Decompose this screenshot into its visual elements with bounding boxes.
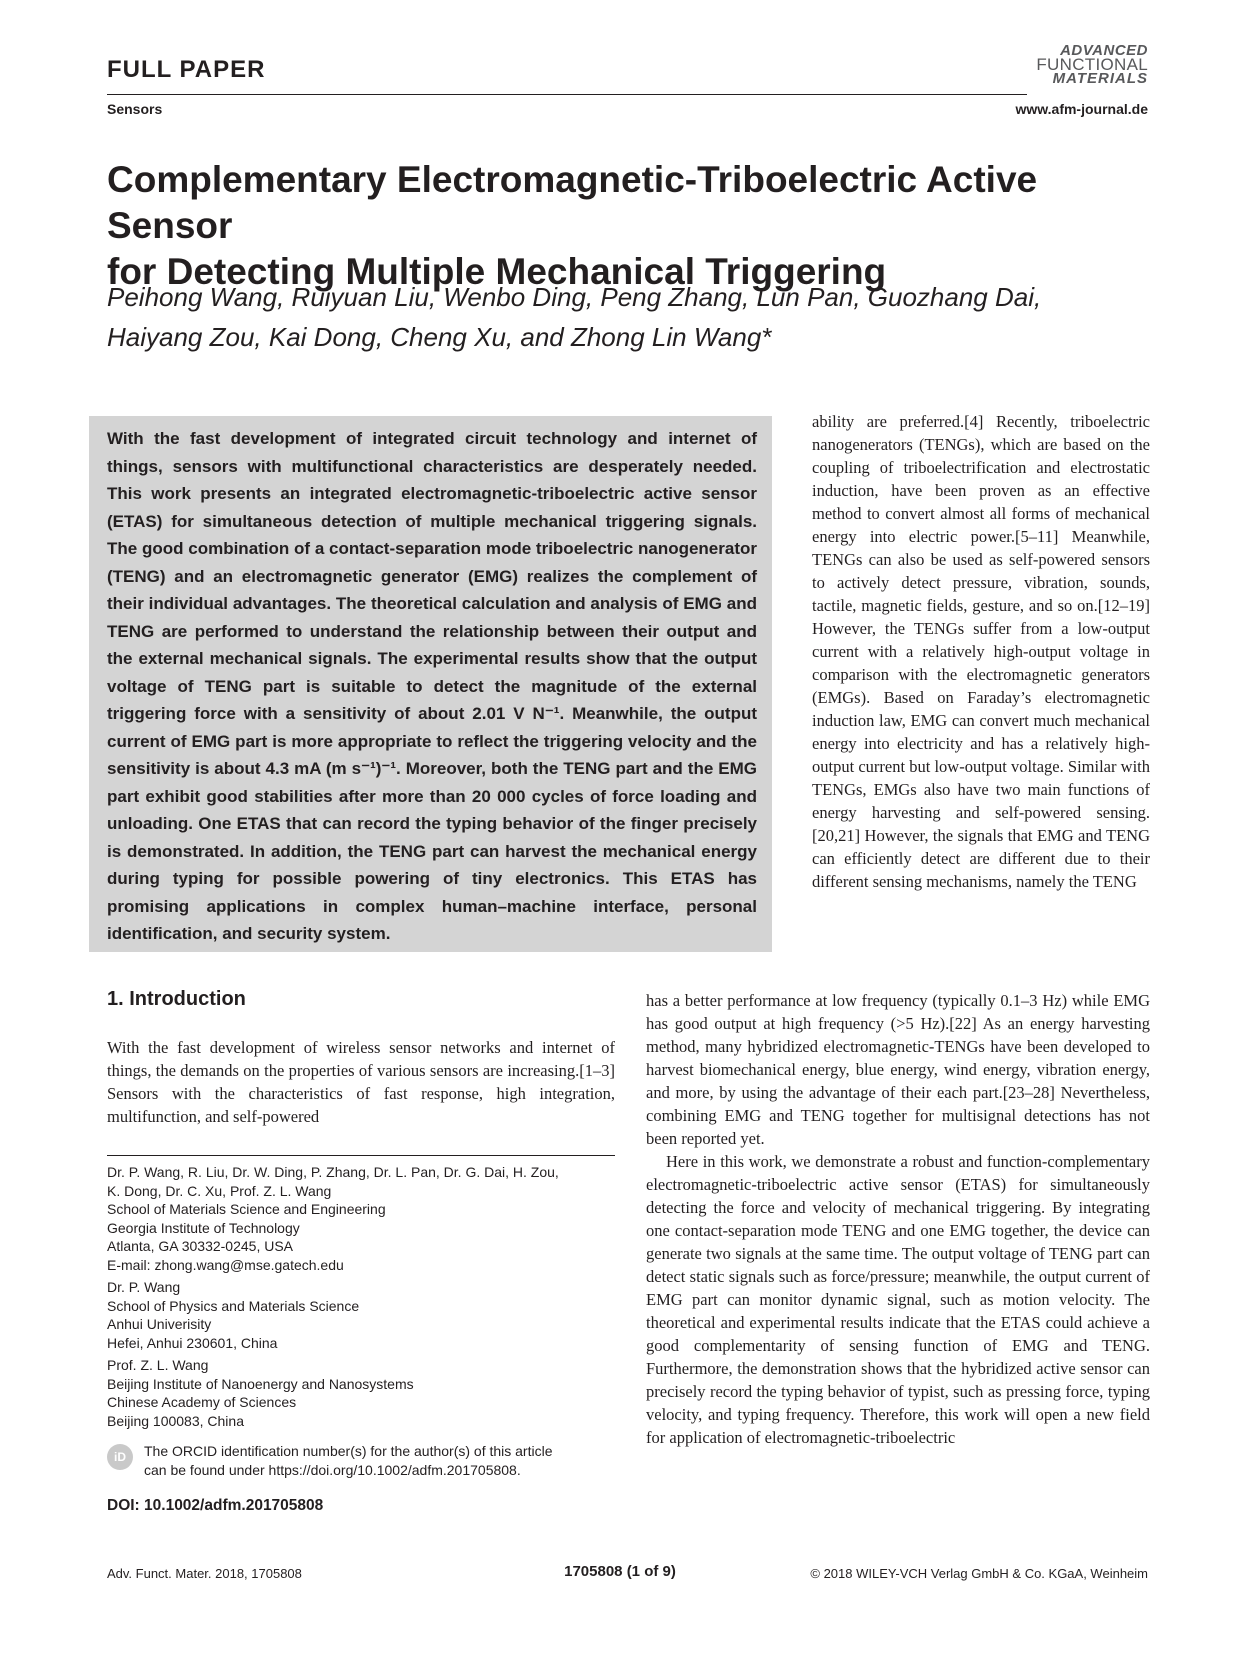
footer-copyright: © 2018 WILEY-VCH Verlag GmbH & Co. KGaA, Weinheim	[810, 1566, 1148, 1581]
title-line: for Detecting Multiple Mechanical Triggering	[107, 251, 887, 292]
affiliation-line: K. Dong, Dr. C. Xu, Prof. Z. L. Wang	[107, 1182, 332, 1199]
affiliation-line: Hefei, Anhui 230601, China	[107, 1334, 278, 1351]
email-link[interactable]: E-mail: zhong.wang@mse.gatech.edu	[107, 1256, 344, 1273]
header-rule	[107, 94, 1027, 95]
author-list	[107, 277, 1107, 357]
affiliation-line: Georgia Institute of Technology	[107, 1219, 300, 1236]
section-label: Sensors	[107, 101, 163, 117]
journal-logo-line: FUNCTIONAL	[1036, 55, 1148, 74]
affiliation-line: Beijing 100083, China	[107, 1412, 244, 1429]
abstract-text: With the fast development of integrated circuit technology and internet of things, sensors with multifunctional characteristics are desperately needed. This work presents an integrated electromagnetic-triboelectric active sensor (ETAS) for simultaneous detection of multiple mechanical triggering signals. The good combination of a contact-separation mode triboelectric nanogenerator (TENG) and an electromagnetic generator (EMG) realizes the complement of their individual advantages. The theoretical calculation and analysis of EMG and TENG are performed to understand the relationship between their output and the external mechanical signals. The experimental results show that the output voltage of TENG part is suitable to detect the magnitude of the external triggering force with a sensitivity of about 2.01 V N⁻¹. Meanwhile, the output current of EMG part is more appropriate to reflect the triggering velocity and the sensitivity is about 4.3 mA (m s⁻¹)⁻¹. Moreover, both the TENG part and the EMG part exhibit good stabilities after more than 20 000 cycles of force loading and unloading. One ETAS that can record the typing behavior of the finger precisely is demonstrated. In addition, the TENG part can harvest the mechanical energy during typing for possible powering of tiny electronics. This ETAS has promising applications in complex human–machine interface, personal identification, and security system.	[107, 429, 757, 943]
right-column-text: ability are preferred.[4] Recently, triboelectric nanogenerators (TENGs), which are based on the coupling of triboelectrification and electrostatic induction, have been proven as an effective method to convert almost all forms of mechanical energy into electric power.[5–11] Meanwhile, TENGs can also be used as self-powered sensors to actively detect pressure, vibration, sounds, tactile, magnetic fields, gesture, and so on.[12–19] However, the TENGs suffer from a low-output current with a relatively high-output voltage in comparison with the electromagnetic generators (EMGs). Based on Faraday’s electromagnetic induction law, EMG can convert much mechanical energy into electricity and has a relatively high-output current but low-output voltage. Similar with TENGs, EMGs also have two main functions of energy harvesting and self-powered sensing.[20,21] However, the signals that EMG and TENG can efficiently detect are different due to their different sensing mechanisms, namely the TENG	[812, 412, 1150, 891]
orcid-icon: iD	[107, 1444, 133, 1470]
footer-citation: Adv. Funct. Mater. 2018, 1705808	[107, 1566, 302, 1581]
affiliation-line: School of Materials Science and Engineering	[107, 1201, 386, 1217]
body-paragraph: Here in this work, we demonstrate a robust and function-complementary electromagnetic-triboelectric active sensor (ETAS) for simultaneously detecting the force and velocity of mechanical triggering. By integrating one contact-separation mode TENG and one EMG together, the device can generate two signals at the same time. The output voltage of TENG part can detect static signals such as force/pressure; meanwhile, the output current of EMG part can monitor dynamic signal, such as motion velocity. The theoretical and experimental results indicate that the ETAS could achieve a good complementarity of sensing function of EMG and TENG. Furthermore, the demonstration shows that the hybridized active sensor can precisely record the typing behavior of typist, such as pressing force, typing velocity, and typing frequency. Therefore, this work will open a new field for application of electromagnetic-triboelectric	[646, 1152, 1150, 1447]
right-column-continued	[646, 989, 1150, 1449]
affiliation-rule	[107, 1155, 615, 1156]
affiliation-line: Chinese Academy of Sciences	[107, 1394, 297, 1410]
affiliation-line: School of Physics and Materials Science	[107, 1297, 360, 1314]
doi-label[interactable]: DOI: 10.1002/adfm.201705808	[107, 1497, 324, 1514]
orcid-text	[144, 1442, 619, 1479]
affiliation-block	[107, 1278, 617, 1352]
section-heading: 1. Introduction	[107, 988, 246, 1010]
intro-paragraph: With the fast development of wireless sensor networks and internet of things, the demands on the properties of various sensors are increasing.[1–3] Sensors with the characteristics of fast response, high integration, multifunction, and self-powered	[107, 1038, 615, 1126]
affiliation-line: Beijing Institute of Nanoenergy and Nanosystems	[107, 1375, 414, 1392]
journal-url[interactable]: www.afm-journal.de	[1015, 101, 1148, 117]
author-line: Peihong Wang, Ruiyuan Liu, Wenbo Ding, Peng Zhang, Lun Pan, Guozhang Dai,	[107, 282, 1042, 312]
title-line: Complementary Electromagnetic-Triboelectric Active Sensor	[107, 159, 1038, 246]
journal-logo-line: ADVANCED	[1060, 42, 1148, 59]
orcid-line: The ORCID identification number(s) for the author(s) of this article	[144, 1443, 553, 1459]
affiliation-line: Atlanta, GA 30332-0245, USA	[107, 1238, 294, 1254]
affiliations	[107, 1163, 617, 1434]
affiliation-line: Anhui Univerisity	[107, 1316, 212, 1332]
journal-logo-line: MATERIALS	[1052, 70, 1148, 87]
body-paragraph: has a better performance at low frequency (typically 0.1–3 Hz) while EMG has good output at high frequency (>5 Hz).[22] As an energy harvesting method, many hybridized electromagnetic-TENGs have been developed to harvest biomechanical energy, blue energy, wind energy, vibration energy, and more, by using the advantage of their each part.[23–28] Nevertheless, combining EMG and TENG together for multisignal detections has not been reported yet.	[646, 991, 1150, 1148]
affiliation-line: Dr. P. Wang	[107, 1279, 181, 1295]
affiliation-line: Dr. P. Wang, R. Liu, Dr. W. Ding, P. Zhang, Dr. L. Pan, Dr. G. Dai, H. Zou,	[107, 1164, 559, 1180]
paper-title	[107, 157, 1157, 295]
orcid-link[interactable]: can be found under https://doi.org/10.1002/adfm.201705808.	[144, 1461, 521, 1478]
affiliation-block	[107, 1163, 617, 1274]
affiliation-block	[107, 1356, 617, 1430]
article-type-label: FULL PAPER	[107, 56, 266, 83]
author-line: Haiyang Zou, Kai Dong, Cheng Xu, and Zhong Lin Wang*	[107, 322, 772, 352]
page-number: 1705808 (1 of 9)	[564, 1563, 676, 1580]
journal-logo	[1020, 44, 1148, 86]
affiliation-line: Prof. Z. L. Wang	[107, 1357, 209, 1373]
